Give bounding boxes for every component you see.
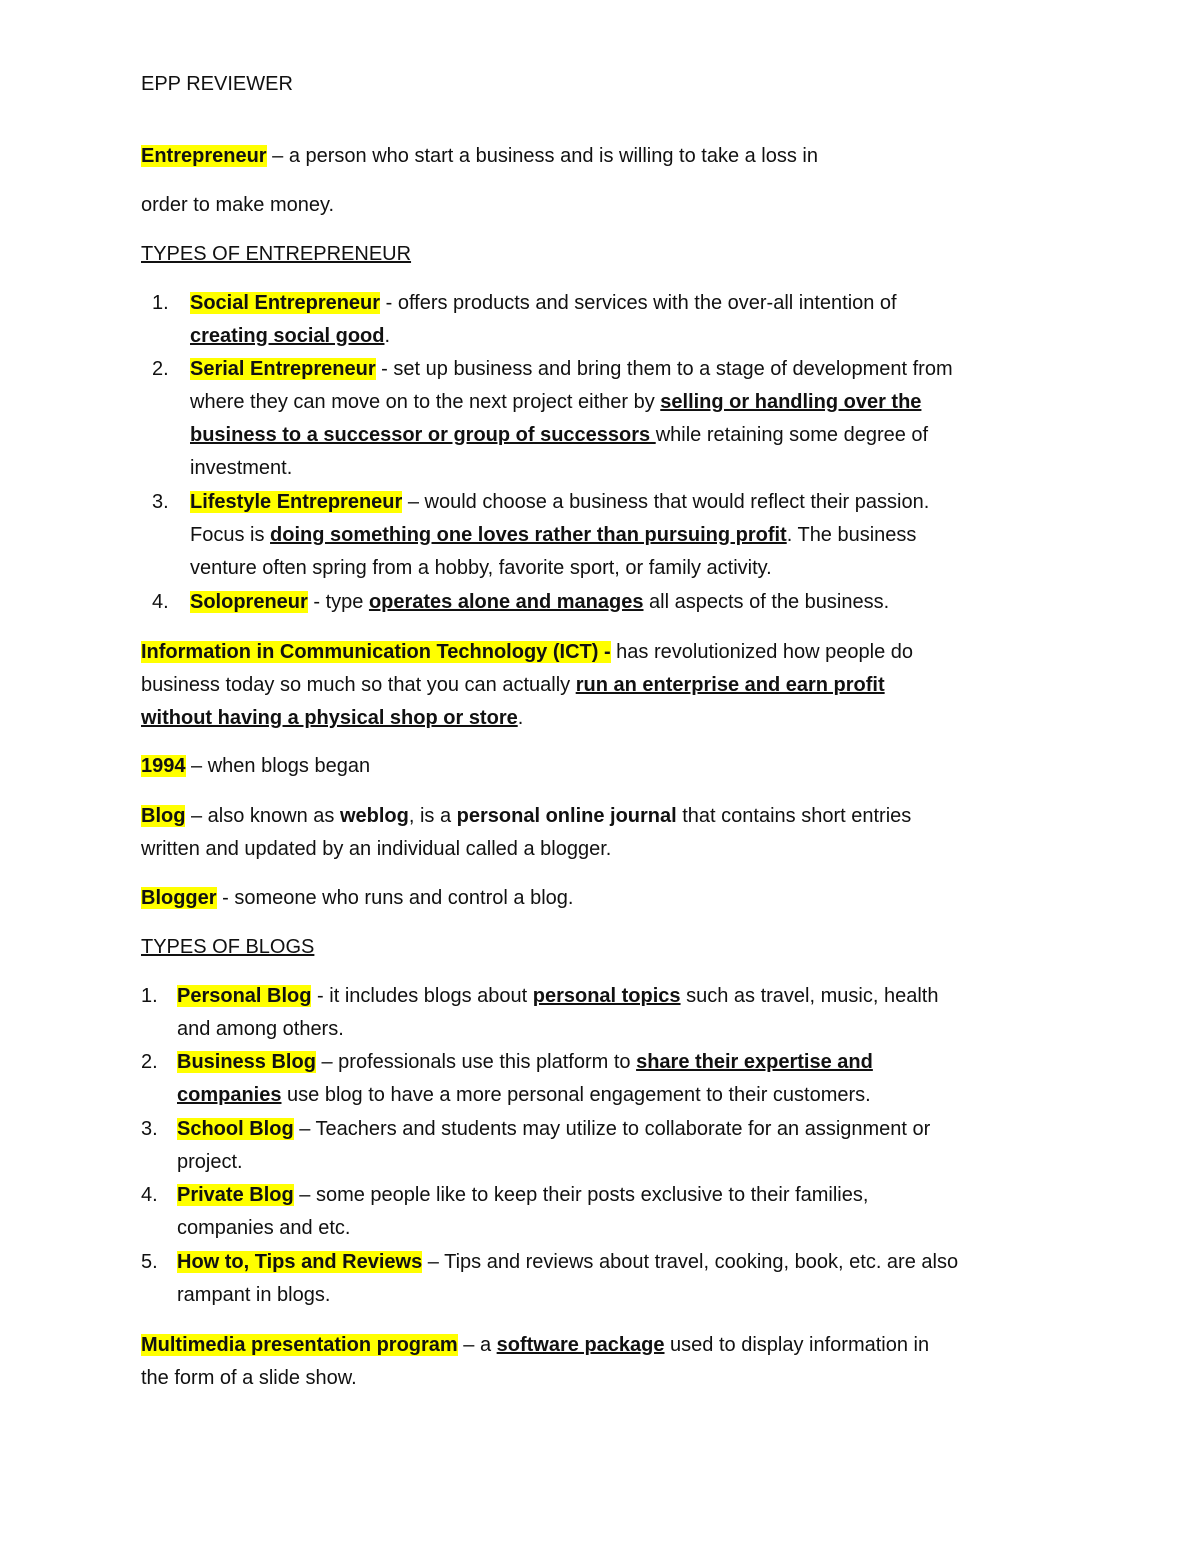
blogger-definition: Blogger - someone who runs and control a blog. [141,887,574,909]
list-number: 2. [152,358,169,380]
list-number: 3. [152,491,169,513]
list-number: 4. [152,591,169,613]
list-item-social-entrepreneur: Social Entrepreneur - offers products and services with the over-all intention of [190,292,897,314]
entrepreneur-term: Entrepreneur [141,145,267,167]
list-item-business-blog: Business Blog – professionals use this platform to share their expertise and [177,1051,873,1073]
blog-definition: Blog – also known as weblog, is a personal online journal that contains short entries [141,805,912,827]
list-item-personal-blog: Personal Blog - it includes blogs about personal topics such as travel, music, health [177,985,939,1007]
list-number: 3. [141,1118,158,1140]
list-item-private-blog: Private Blog – some people like to keep their posts exclusive to their families, [177,1184,869,1206]
list-number: 2. [141,1051,158,1073]
list-number: 5. [141,1251,158,1273]
types-blogs-heading: TYPES OF BLOGS [141,936,315,958]
list-number: 4. [141,1184,158,1206]
list-item-serial-entrepreneur: Serial Entrepreneur - set up business and bring them to a stage of development from [190,358,953,380]
list-number: 1. [152,292,169,314]
entrepreneur-definition: Entrepreneur – a person who start a business and is willing to take a loss in [141,145,818,167]
list-number: 1. [141,985,158,1007]
document-title: EPP REVIEWER [141,73,293,95]
ict-definition: Information in Communication Technology (ICT) - has revolutionized how people do [141,641,914,663]
list-item-how-to-tips-reviews: How to, Tips and Reviews – Tips and reviews about travel, cooking, book, etc. are also [177,1251,959,1273]
multimedia-definition: Multimedia presentation program – a software package used to display information in [141,1334,930,1356]
list-item-school-blog: School Blog – Teachers and students may utilize to collaborate for an assignment or [177,1118,931,1140]
types-entrepreneur-heading: TYPES OF ENTREPRENEUR [141,243,412,265]
list-item-lifestyle-entrepreneur: Lifestyle Entrepreneur – would choose a business that would reflect their passion. [190,491,930,513]
year-1994-definition: 1994 – when blogs began [141,755,371,777]
list-item-solopreneur: Solopreneur - type operates alone and manages all aspects of the business. [190,591,890,613]
document-page: EPP REVIEWER Entrepreneur – a person who start a business and is willing to take a loss in order to make money. TYPES OF ENTREPRENEUR 1. Social Entrepreneur - offers products and services with the over-all intention of creating social good. 2. Serial Entrepreneur - set up business and bring them to a stage of development from where they can move on to the next project either by selling or handling over the business to a successor or group of successors while retaining some degree of investment. 3. Lifestyle Entrepreneur – would choose a business that would reflect their passion. Focus is doing something one loves rather than pursuing profit. The business venture often spring from a hobby, favorite sport, or family activity. 4. Solopreneur - type operates alone and manages all aspects of the business. Information in Communication Technology (ICT) - has revolutionized how people do business today so much so that you can actually run an enterprise and earn profit without having a physical shop or store. 1994 – when blogs began Blog – also known as weblog, is a personal online journal that contains short entries written and updated by an individual called a blogger. Blogger - someone who runs and control a blog. TYPES OF BLOGS 1. Personal Blog - it includes blogs about personal topics such as travel, music, health and among others. 2. Business Blog – professionals use this platform to share their expertise and companies use blog to have a more personal engagement to their customers. 3. School Blog – Teachers and students may utilize to collaborate for an assignment or project. 4. Private Blog – some people like to keep their posts exclusive to their families, companies and etc. 5. How to, Tips and Reviews – Tips and reviews about travel, cooking, book, etc. are also rampant in blogs. Multimedia presentation program – a software package used to display information in the form of a slide show. [0,0,1200,1553]
entrepreneur-definition-cont: order to make money. [141,194,335,216]
